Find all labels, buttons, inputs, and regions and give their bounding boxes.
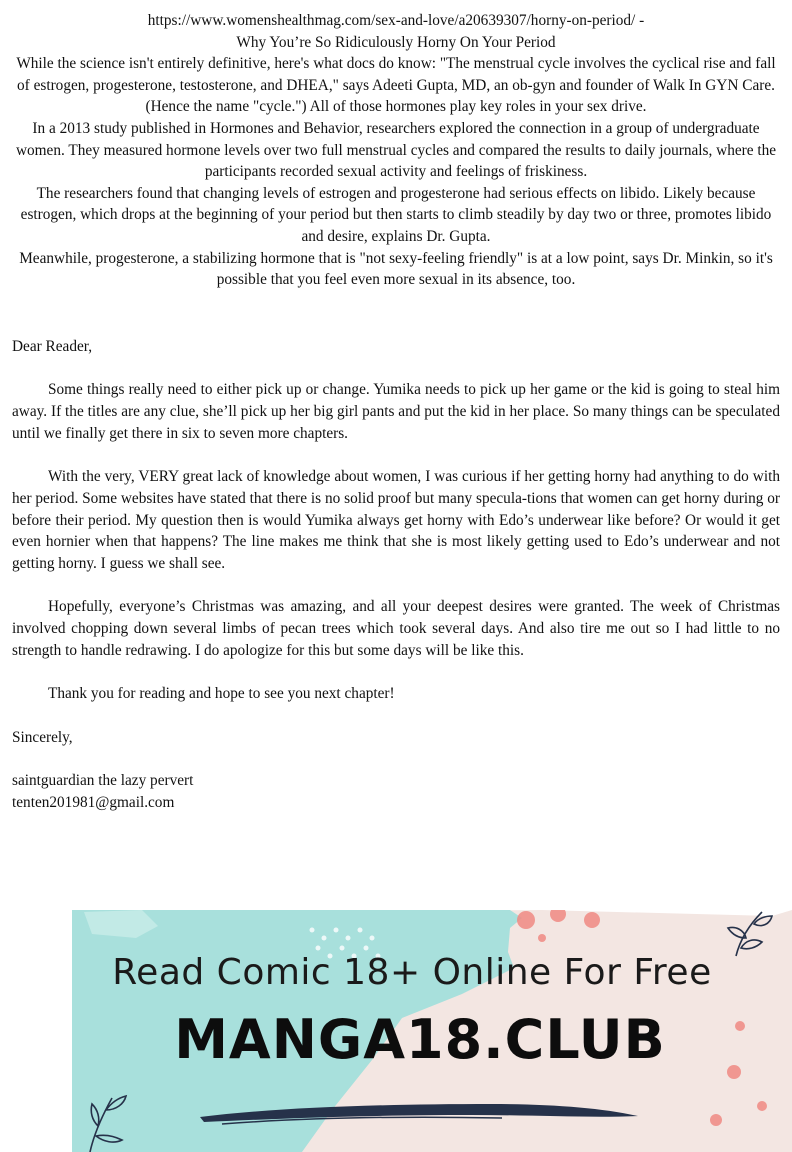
letter-paragraph: With the very, VERY great lack of knowledge about women, I was curious if her getting horny had anything to do with her period. Some websites have stated that there is no solid proof but many specula-tions that women can get horny during or before their period. My question then is would Yumika always get horny with Edo’s underwear like before? Or would it get even hornier when that happens? The line makes me think that she is most likely getting used to Edo’s underwear and not getting horny. I guess we shall see. — [12, 468, 780, 572]
quote-paragraph: The researchers found that changing levels of estrogen and progesterone had serious effects on libido. Likely because estrogen, which drops at the beginning of your period but then starts to climb steadily by day two or three, promotes libido and desire, explains Dr. Gupta. — [20, 184, 772, 245]
source-url: https://www.womenshealthmag.com/sex-and-love/a20639307/horny-on-period/ - — [147, 12, 645, 29]
promo-banner[interactable] — [72, 910, 792, 1152]
letter-signature: saintguardian the lazy pervert — [12, 771, 194, 789]
letter-paragraph: Thank you for reading and hope to see you next chapter! — [48, 685, 395, 703]
letter-closing: Sincerely, — [12, 728, 73, 746]
quote-paragraph: Meanwhile, progesterone, a stabilizing hormone that is "not sexy-feeling friendly" is at a low point, says Dr. Minkin, so it's possible that you feel even more sexual in its absence, too. — [19, 249, 773, 289]
quote-paragraph: While the science isn't entirely definitive, here's what docs do know: "The menstrual cycle involves the cyclical rise and fall of estrogen, progesterone, testosterone, and DHEA," says Adeeti Gupta, MD, an ob-gyn and founder of Walk In GYN Care. (Hence the name "cycle.") All of those hormones play key roles in your sex drive. — [16, 55, 776, 116]
article-title: Why You’re So Ridiculously Horny On Your Period — [236, 33, 556, 51]
banner-site-link[interactable]: MANGA18.CLUB — [174, 1008, 666, 1071]
quoted-article — [12, 10, 780, 291]
letter — [12, 336, 780, 813]
quote-paragraph: In a 2013 study published in Hormones and Behavior, researchers explored the connection in a group of undergraduate women. They measured hormone levels over two full menstrual cycles and compared the results to daily journals, where the participants recorded sexual activity and feelings of friskiness. — [15, 119, 777, 181]
letter-email: tenten201981@gmail.com — [12, 793, 175, 811]
letter-salutation: Dear Reader, — [12, 338, 93, 355]
letter-paragraph: Some things really need to either pick up or change. Yumika needs to pick up her game or the kid is going to steal him away. If the titles are any clue, she’ll pick up her big girl pants and put the kid in her place. So many things can be speculated until we finally get there in six to seven more chapters. — [12, 381, 780, 442]
letter-paragraph: Hopefully, everyone’s Christmas was amazing, and all your deepest desires were granted. The week of Christmas involved chopping down several limbs of pecan trees which took several days. And also tire me out so I had little to no strength to handle redrawing. I do apologize for this but some days will be like this. — [12, 598, 780, 659]
banner-tagline: Read Comic 18+ Online For Free — [112, 952, 712, 993]
